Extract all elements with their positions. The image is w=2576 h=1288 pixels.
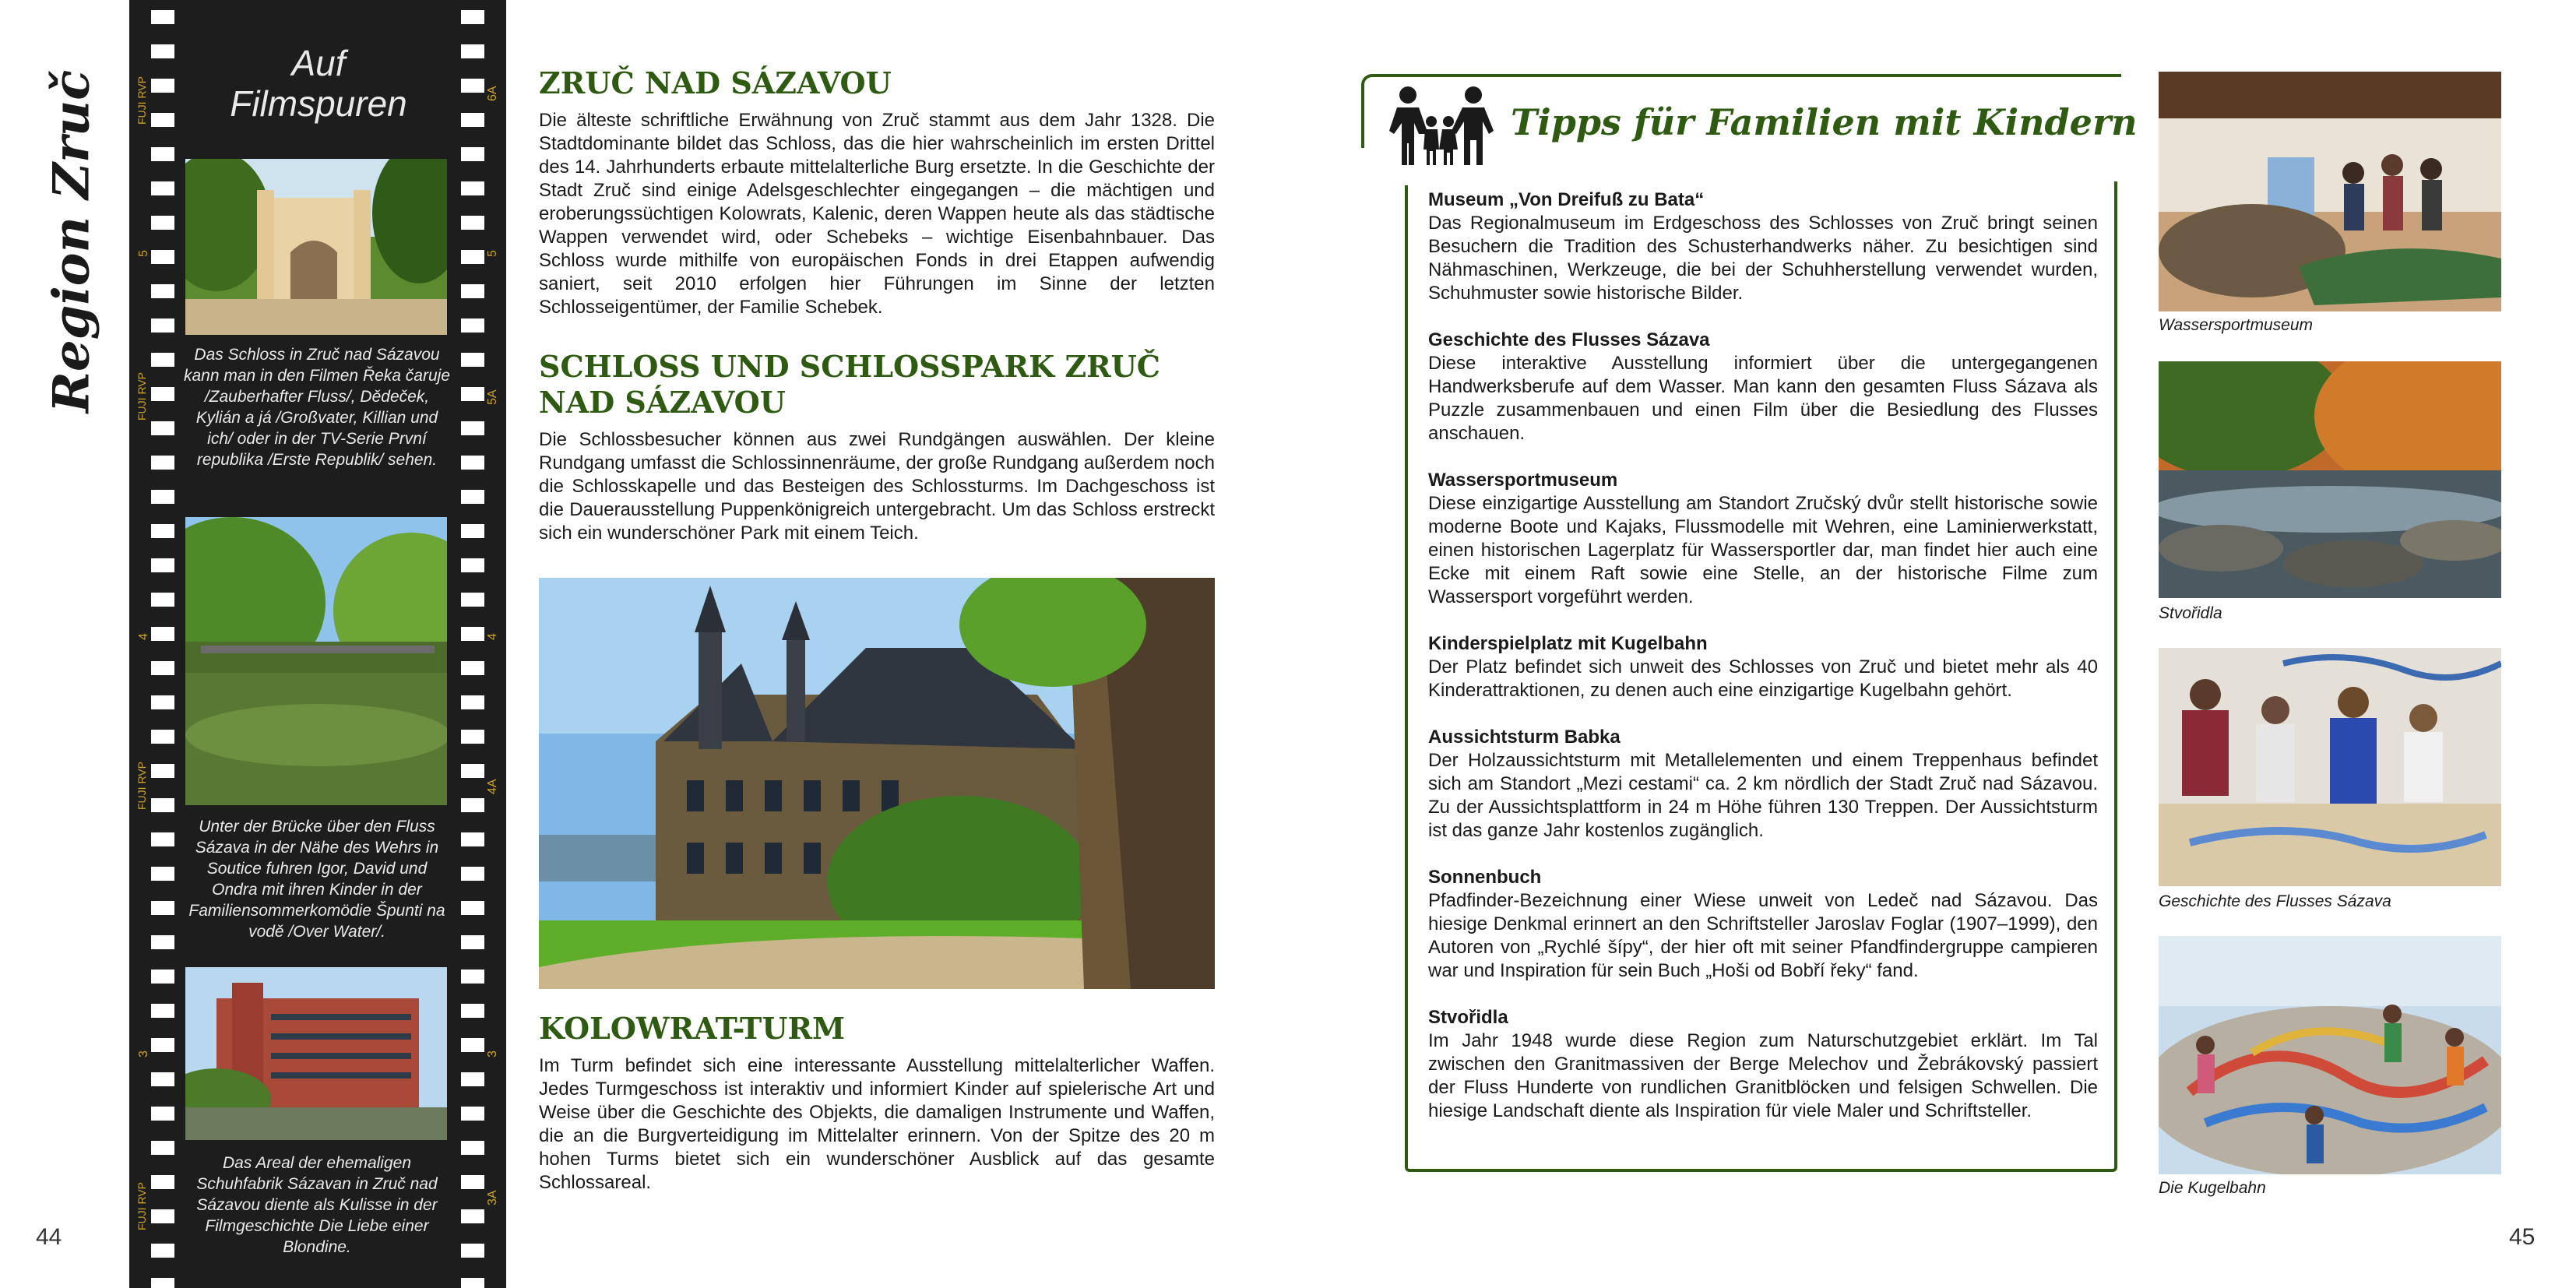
- region-title: Region Zruč: [42, 69, 101, 413]
- photo-caption: Die Kugelbahn: [2159, 1179, 2266, 1197]
- tip-text: Diese einzigartige Ausstellung am Standort Zručský dvůr stellt historische sowie moderne Boote und Kajaks, Flussmodelle mit Wehren, eine Laminierwerkstatt, einen historischen Lagerplatz für Wassersportler dar, man findet hier auch eine Ecke mit einem Raft sowie eine Stelle, an der historische Filme zum Wassersport vorgeführt werden.: [1428, 493, 2098, 607]
- photo-caption: Wassersportmuseum: [2159, 316, 2314, 334]
- film-caption-1: Das Schloss in Zruč nad Sázavou kann man in den Filmen Řeka čaruje /Zauberhafter Fluss/, Dědeček, Kylián a já /Großvater, Killian und ich/ oder in der TV-Serie První republika /Erste Republik/ sehen.: [183, 346, 450, 469]
- tip-title: Aussichtsturm Babka: [1428, 727, 1621, 748]
- article-schloss: [539, 349, 1215, 545]
- photo-stvoridla: [2159, 361, 2501, 598]
- tip-item: [1428, 188, 2098, 305]
- tip-item: [1428, 329, 2098, 445]
- film-frame-mark: 3A: [486, 1190, 499, 1205]
- film-frame-mark: 5: [486, 250, 499, 257]
- tip-title: Kinderspielplatz mit Kugelbahn: [1428, 633, 1708, 654]
- film-frame-mark: 4: [137, 633, 150, 640]
- film-sprocket-holes-left: [151, 0, 174, 1288]
- tip-item: [1428, 1006, 2098, 1123]
- film-frame-mark: 5: [137, 250, 150, 257]
- tip-text: Pfadfinder-Bezeichnung einer Wiese unweit von Ledeč nad Sázavou. Das hiesige Denkmal erinnert an den Schriftsteller Jaroslav Foglar (1907–1999), den Autoren von „Rychlé šípy“, der hier oft mit seiner Pfandfindergruppe campieren war und Inspiration für sein Buch „Hoši od Bobří řeky“ fand.: [1428, 890, 2098, 981]
- film-edge-brand: FUJI RVP: [135, 762, 148, 810]
- film-caption-3: Das Areal der ehemaligen Schuhfabrik Sázavan in Zruč nad Sázavou diente als Kulisse in der Filmgeschichte Die Liebe einer Blondine.: [196, 1154, 438, 1256]
- film-edge-brand: FUJI RVP: [135, 372, 148, 421]
- photo-wassersportmuseum: [2159, 72, 2501, 311]
- tip-text: Der Holzaussichtsturm mit Metallelementen und einem Treppenhaus befindet sich am Standort „Mezi cestami“ ca. 2 km nördlich der Stadt Zruč nad Sázavou. Zu der Aussichtsplattform in 24 m Höhe führen 130 Treppen. Der Aussichtsturm ist das ganze Jahr kostenlos zugänglich.: [1428, 750, 2098, 841]
- film-frame-mark: 5A: [486, 389, 499, 405]
- film-sprocket-holes-right: [461, 0, 484, 1288]
- tips-heading: Tipps für Familien mit Kindern: [1511, 101, 2138, 143]
- photo-caption: Geschichte des Flusses Sázava: [2159, 892, 2391, 910]
- tip-text: Das Regionalmuseum im Erdgeschoss des Schlosses von Zruč bringt seinen Besuchern die Tradition des Schusterhandwerks näher. Zu besichtigen sind Nähmaschinen, Werkzeuge, die bei der Schuhherstellung verwendet wurden, Schuhmuster sowie historische Bilder.: [1428, 213, 2098, 304]
- photo-geschichte-sazava: [2159, 648, 2501, 886]
- tip-title: Stvořidla: [1428, 1007, 1508, 1028]
- film-frame-mark: 6A: [486, 86, 499, 101]
- photo-caption: Stvořidla: [2159, 604, 2222, 622]
- tip-item: [1428, 469, 2098, 609]
- film-frame-mark: 4: [486, 633, 499, 640]
- tip-text: Diese interaktive Ausstellung informiert über die untergegangenen Handwerksberufe auf dem Wasser. Man kann den gesamten Fluss Sázava als Puzzle zusammenbauen und einen Film über die Besiedlung des Flusses anschauen.: [1428, 353, 2098, 444]
- castle-photo: [539, 578, 1215, 989]
- tip-item: [1428, 632, 2098, 702]
- film-photo-river-bridge: [185, 517, 447, 805]
- film-edge-brand: FUJI RVP: [135, 1182, 148, 1230]
- tip-title: Wassersportmuseum: [1428, 470, 1618, 491]
- article-text: Die Schlossbesucher können aus zwei Rundgängen auswählen. Der kleine Rundgang umfasst die Schlossinnenräume, der große Rundgang außerdem noch die Schlosskapelle und das Besteigen des Schlossturms. Im Dachgeschoss ist die Dauerausstellung Puppenkönigreich untergebracht. Um das Schloss erstreckt sich ein wunderschöner Park mit einem Teich.: [539, 429, 1215, 544]
- tip-item: [1428, 866, 2098, 983]
- film-frame-mark: 4A: [486, 779, 499, 794]
- tip-title: Geschichte des Flusses Sázava: [1428, 329, 1710, 350]
- tip-title: Museum „Von Dreifuß zu Bata“: [1428, 189, 1705, 210]
- film-strip-title: Auf Filmspuren: [230, 43, 407, 124]
- tip-item: [1428, 726, 2098, 843]
- article-heading: ZRUČ NAD SÁZAVOU: [539, 65, 892, 100]
- article-text: Im Turm befindet sich eine interessante Ausstellung mittelalterlicher Waffen. Jedes Turmgeschoss ist interaktiv und informiert Kinder auf spielerische Art und Weise über die Geschichte des Objekts, die damaligen Instrumente und Waffen, die an die Burgverteidigung im Mittelalter erinnern. Von der Spitze des 20 m hohen Turms bietet sich ein wunderschöner Ausblick auf das gesamte Schlossareal.: [539, 1055, 1215, 1193]
- film-frame-mark: 3: [137, 1050, 150, 1057]
- tips-list: [1428, 188, 2098, 1123]
- article-text: Die älteste schriftliche Erwähnung von Zruč stammt aus dem Jahr 1328. Die Stadtdominante bildet das Schloss, das die hier wahrscheinlich im ersten Drittel des 14. Jahrhunderts erbaute mittelalterliche Burg ersetzte. In die Geschichte der Stadt Zruč sind einige Adelsgeschlechter eingegangen – die mächtigen und eroberungssüchtigen Kolowrats, Kalenic, deren Wappen heute als das städtische Wappen verwendet wird, oder Schebeks – wichtige Eisenbahnbauer. Das Schloss wurde mithilfe von europäischen Fonds in drei Etappen aufwendig saniert, seit 2010 erfolgen hier Führungen im Sinne der letzten Schlosseigentümer, der Familie Schebek.: [539, 110, 1215, 318]
- family-icon: [1383, 84, 1500, 167]
- article-kolowrat: [539, 1011, 1215, 1195]
- article-heading: KOLOWRAT-TURM: [539, 1011, 846, 1046]
- page-number-right: 45: [2509, 1224, 2536, 1250]
- tip-title: Sonnenbuch: [1428, 867, 1542, 888]
- article-heading: SCHLOSS UND SCHLOSSPARK ZRUČ NAD SÁZAVOU: [539, 349, 1161, 420]
- film-photo-castle-gate: [185, 159, 447, 335]
- film-edge-brand: FUJI RVP: [135, 76, 148, 125]
- film-photo-factory: [185, 967, 447, 1140]
- film-frame-mark: 3: [486, 1050, 499, 1057]
- tip-text: Der Platz befindet sich unweit des Schlosses von Zruč und bietet mehr als 40 Kinderattraktionen, zu denen auch eine einzigartige Kugelbahn gehört.: [1428, 656, 2098, 701]
- article-zruc: [539, 65, 1215, 319]
- photo-kugelbahn: [2159, 936, 2501, 1174]
- tip-text: Im Jahr 1948 wurde diese Region zum Naturschutzgebiet erklärt. Im Tal zwischen den Granitmassiven der Berge Melechov und Žebrákovský passiert der Fluss Hunderte von rundlichen Granitblöcken und felsigen Schwellen. Die hiesige Landschaft diente als Inspiration für viele Maler und Schriftsteller.: [1428, 1030, 2098, 1121]
- film-caption-2: Unter der Brücke über den Fluss Sázava in der Nähe des Wehrs in Soutice fuhren Igor, David und Ondra mit ihren Kinder in der Familiensommerkomödie Špunti na vodě /Over Water/.: [188, 818, 445, 941]
- page-number-left: 44: [36, 1224, 62, 1250]
